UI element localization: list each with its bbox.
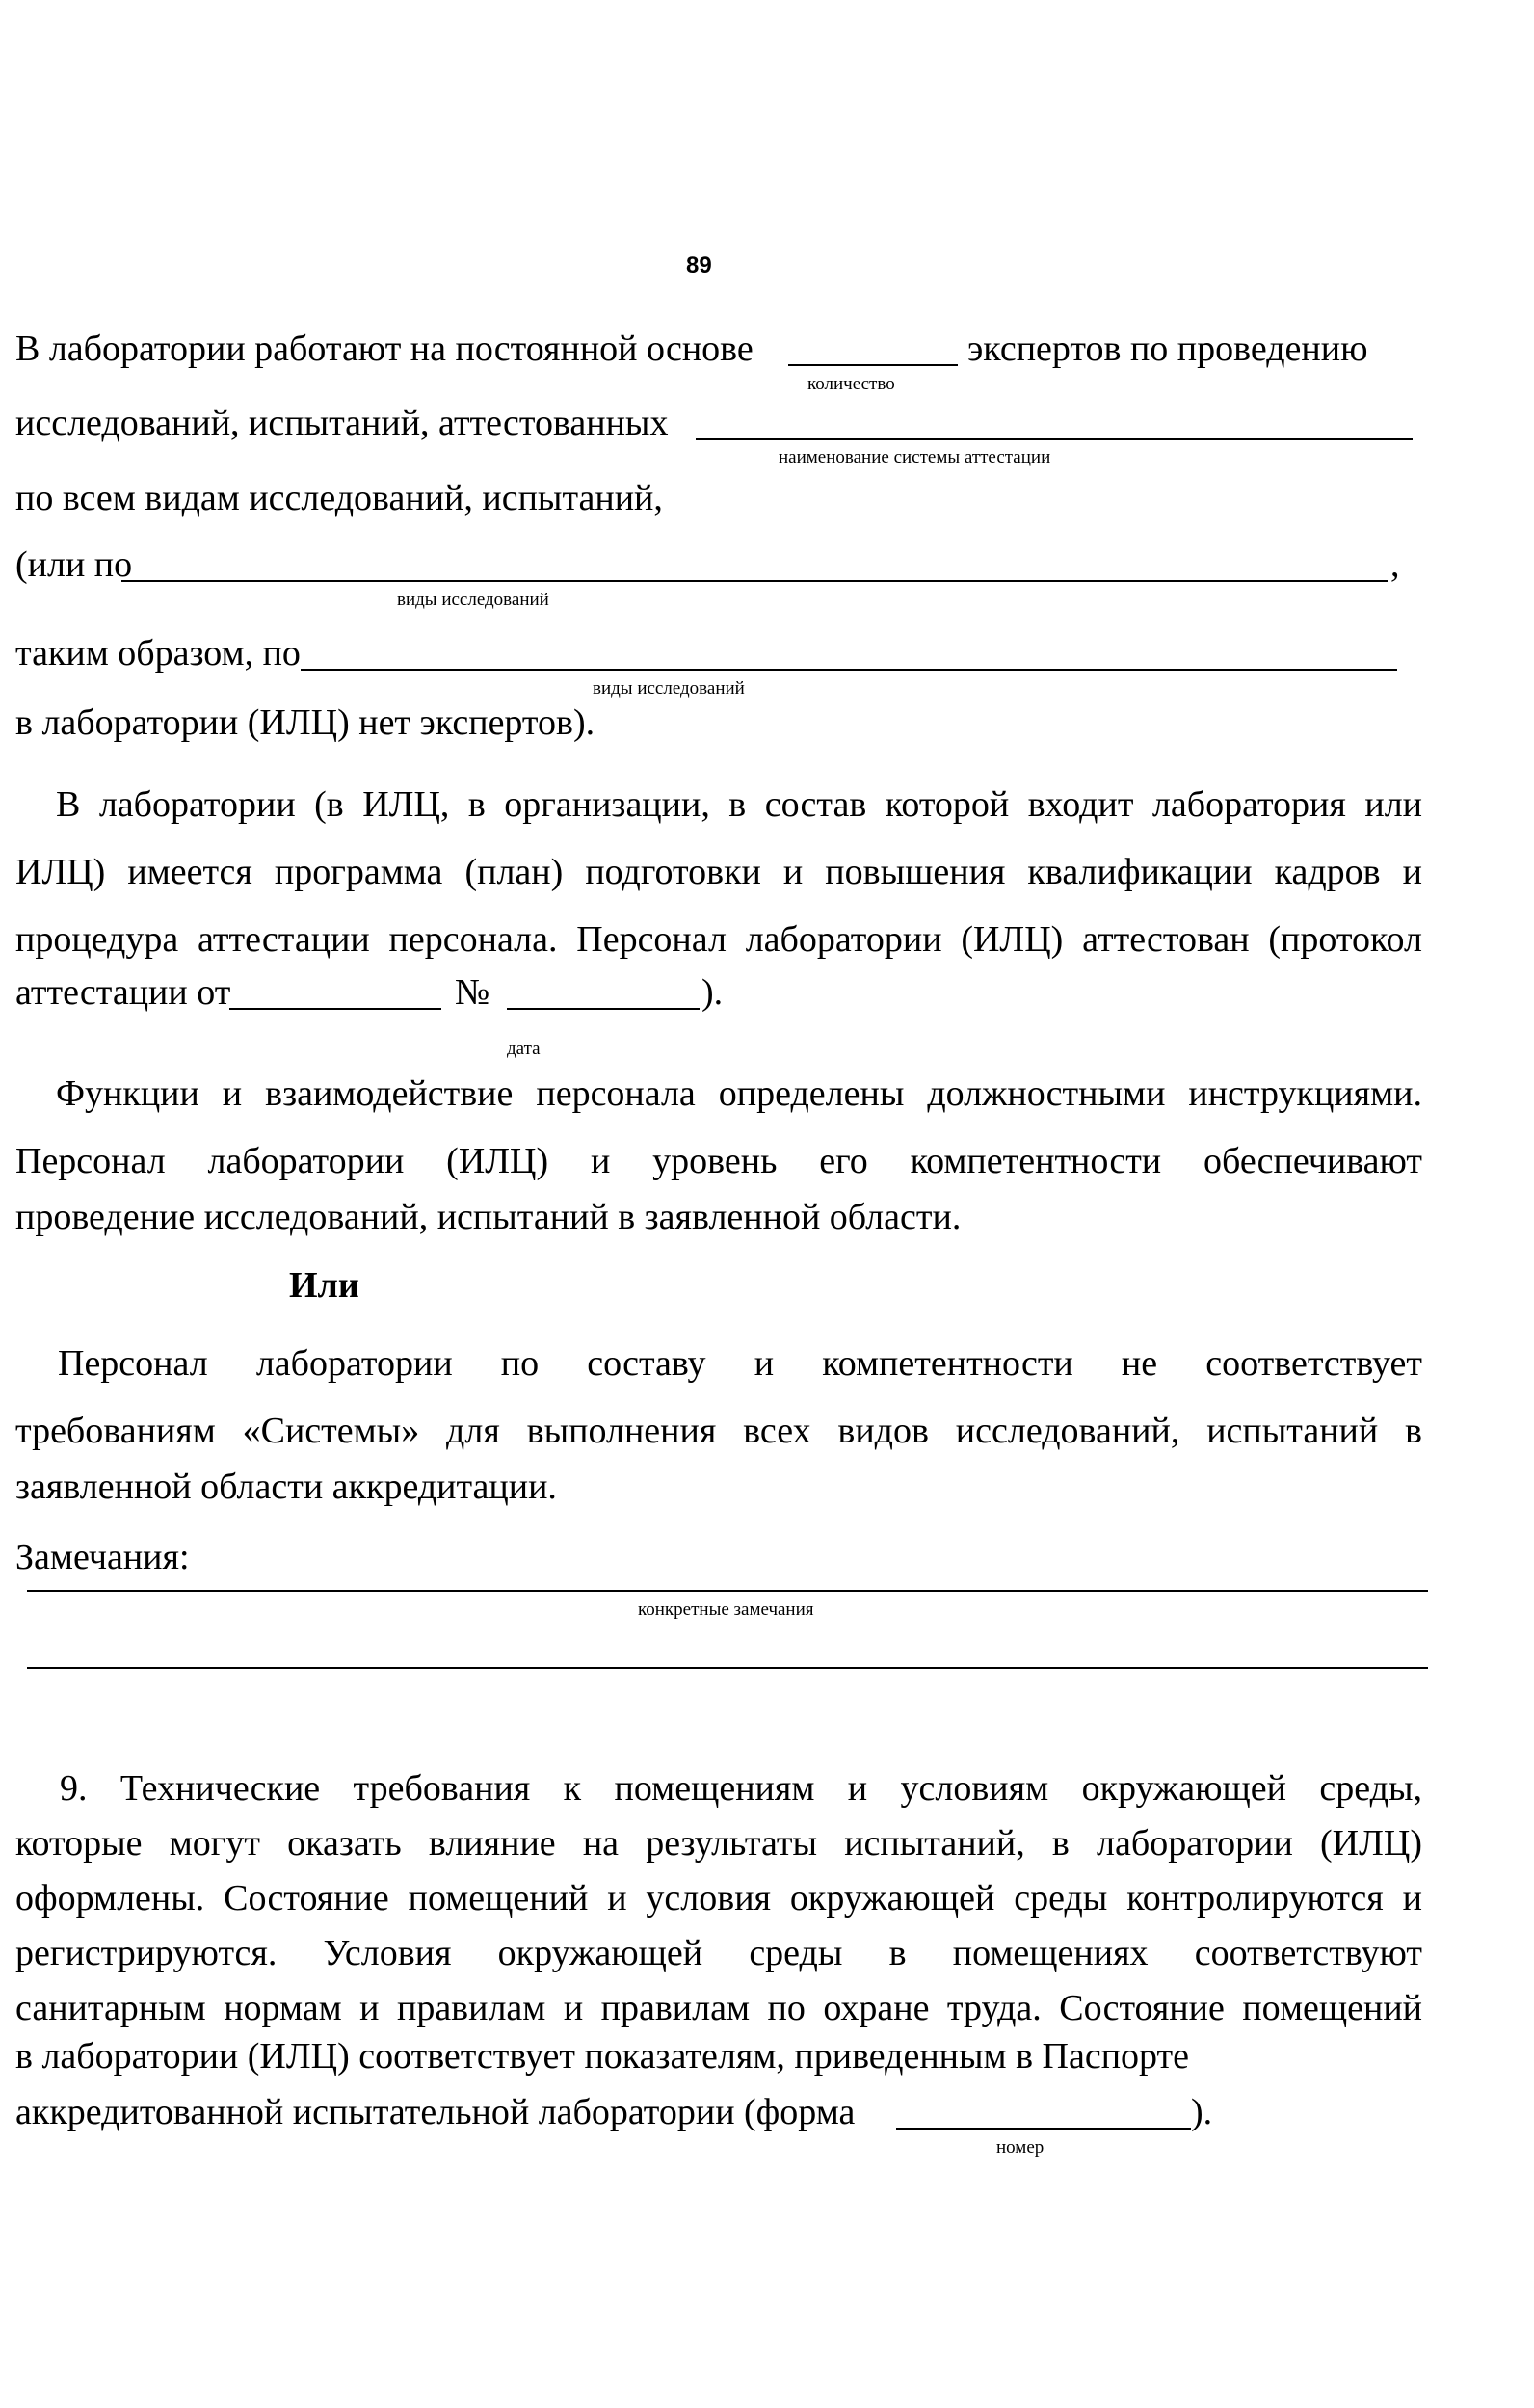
attestation-system-caption: наименование системы аттестации bbox=[779, 447, 1051, 467]
section-9-line: 9. Технические требования к помещениям и условиям окружающей среды, bbox=[60, 1768, 1422, 1809]
or-label: Или bbox=[289, 1265, 359, 1306]
remarks-label: Замечания: bbox=[15, 1537, 190, 1577]
page-number: 89 bbox=[686, 252, 712, 278]
form-number-caption: номер bbox=[996, 2137, 1045, 2157]
no-experts-line: в лаборатории (ИЛЦ) нет экспертов). bbox=[15, 702, 595, 743]
or-by-comma: , bbox=[1390, 544, 1400, 585]
research-types-caption-1: виды исследований bbox=[397, 590, 549, 610]
count-caption: количество bbox=[807, 374, 895, 394]
functions-paragraph bbox=[15, 1060, 1422, 1195]
or-by-line: (или по bbox=[15, 544, 133, 585]
all-types-line: по всем видам исследований, испытаний, bbox=[15, 478, 663, 518]
research-types-blank-1 bbox=[121, 580, 1388, 582]
noncompliance-paragraph bbox=[15, 1330, 1422, 1465]
section-9-line-6: в лаборатории (ИЛЦ) соответствует показателям, приведенным в Паспорте bbox=[15, 2036, 1190, 2077]
research-types-blank-2 bbox=[301, 669, 1397, 671]
protocol-number-blank bbox=[507, 1008, 700, 1010]
section-9-line-7: аккредитованной испытательной лаборатории (форма bbox=[15, 2092, 856, 2132]
training-paragraph bbox=[15, 771, 1422, 973]
number-sign: № bbox=[455, 972, 490, 1013]
functions-last-line: проведение исследований, испытаний в заявленной области. bbox=[15, 1197, 962, 1237]
experts-line-start: В лаборатории работают на постоянной основе bbox=[15, 329, 754, 369]
attestation-system-blank bbox=[696, 438, 1413, 440]
form-number-blank bbox=[896, 2128, 1191, 2130]
attestation-date-blank bbox=[229, 1008, 441, 1010]
section-9-line: регистрируются. Условия окружающей среды в помещениях соответствуют bbox=[15, 1933, 1422, 1973]
training-line: В лаборатории (в ИЛЦ, в организации, в состав которой входит лаборатория или bbox=[56, 784, 1422, 825]
section-9-line: оформлены. Состояние помещений и условия окружающей среды контролируются и bbox=[15, 1878, 1422, 1918]
functions-line: Функции и взаимодействие персонала определены должностными инструкциями. bbox=[56, 1073, 1422, 1114]
training-line: ИЛЦ) имеется программа (план) подготовки и повышения квалификации кадров и bbox=[15, 852, 1422, 892]
section-9-line: санитарным нормам и правилам и правилам по охране труда. Состояние помещений bbox=[15, 1988, 1422, 2028]
remarks-caption: конкретные замечания bbox=[638, 1600, 814, 1620]
thus-by-line: таким образом, по bbox=[15, 633, 301, 674]
remarks-blank-1 bbox=[27, 1590, 1428, 1592]
noncompliance-last-line: заявленной области аккредитации. bbox=[15, 1467, 557, 1507]
section-9-line: которые могут оказать влияние на результаты испытаний, в лаборатории (ИЛЦ) bbox=[15, 1823, 1422, 1864]
attestation-close: ). bbox=[701, 972, 724, 1013]
functions-line: Персонал лаборатории (ИЛЦ) и уровень его компетентности обеспечивают bbox=[15, 1141, 1422, 1181]
experts-count-blank bbox=[788, 364, 958, 366]
research-types-caption-2: виды исследований bbox=[593, 678, 745, 699]
training-line: процедура аттестации персонала. Персонал лаборатории (ИЛЦ) аттестован (протокол bbox=[15, 919, 1422, 960]
section-9-close: ). bbox=[1191, 2092, 1213, 2132]
remarks-blank-2 bbox=[27, 1667, 1428, 1669]
section-9-paragraph bbox=[15, 1761, 1422, 2036]
attested-line: исследований, испытаний, аттестованных bbox=[15, 403, 669, 443]
noncompliance-line: требованиям «Системы» для выполнения всех видов исследований, испытаний в bbox=[15, 1411, 1422, 1451]
attestation-from-label: аттестации от bbox=[15, 972, 231, 1013]
noncompliance-line: Персонал лаборатории по составу и компетентности не соответствует bbox=[58, 1343, 1422, 1384]
experts-line-end: экспертов по проведению bbox=[967, 329, 1368, 369]
date-caption: дата bbox=[507, 1039, 541, 1059]
